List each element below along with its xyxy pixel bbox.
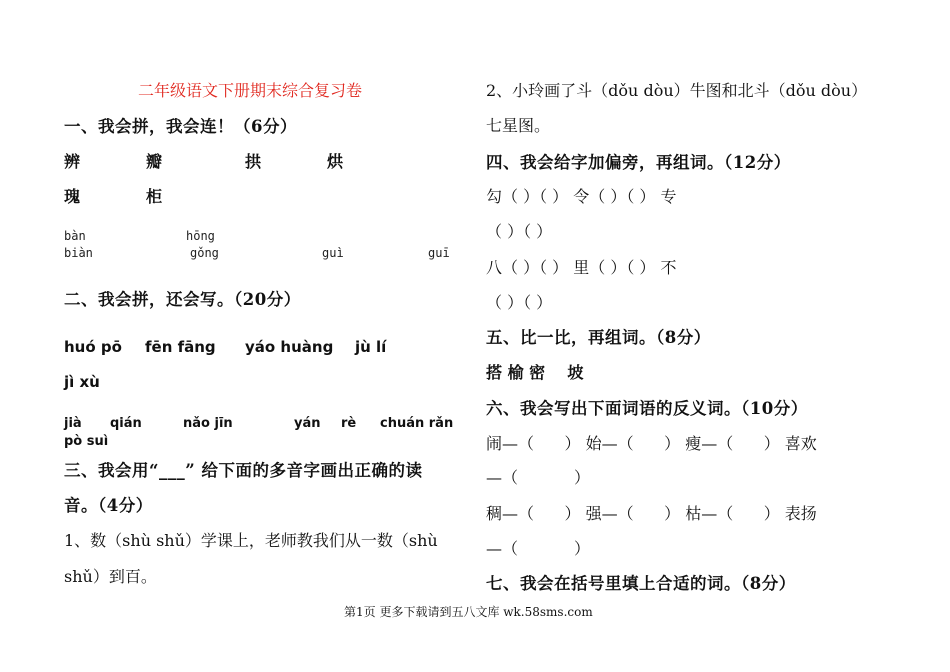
q2-pinyin-8: nǎo jīn [183,416,233,431]
q4-row4: （ ）（ ） [486,293,553,312]
q1-char-1: 辨 [64,152,81,171]
q4-heading: 四、我会给字加偏旁，再组词。（12分） [486,153,791,172]
q2-pinyin-4: jù lí [355,338,387,356]
q1-pinyin-2: hōng [186,229,215,243]
q2-pinyin-6: jià [64,416,82,431]
q3-heading-line1: 三、我会用“___” 给下面的多音字画出正确的读 [64,461,423,480]
q1-char-3: 拱 [245,152,262,171]
q4-row3: 八（ ）（ ） 里（ ）（ ） 不 [486,258,677,277]
q1-heading: 一、我会拼，我会连！（6分） [64,117,297,136]
q1-pinyin-5: guì [322,246,344,260]
q1-pinyin-1: bàn [64,229,86,243]
q2-pinyin-5: jì xù [64,373,100,391]
q3-item1-line2: shǔ）到百。 [64,567,157,586]
q1-char-6: 柜 [146,187,163,206]
q2-pinyin-9: yán [294,416,321,431]
q2-pinyin-2: fēn fāng [145,338,216,356]
q7-heading: 七、我会在括号里填上合适的词。（8分） [486,574,796,593]
q2-pinyin-7: qián [110,416,142,431]
q2-pinyin-3: yáo huàng [245,338,334,356]
q6-row2: —（ ） [486,468,590,487]
q6-heading: 六、我会写出下面词语的反义词。（10分） [486,399,808,418]
q1-char-2: 瓣 [146,152,163,171]
q2-pinyin-10: rè [341,416,357,431]
q6-row1: 闹—（ ） 始—（ ） 瘦—（ ） 喜欢 [486,434,817,453]
q1-char-4: 烘 [327,152,344,171]
q3-item1-line1: 1、数（shù shǔ）学课上，老师教我们从一数（shù [64,531,438,550]
q2-pinyin-12: pò suì [64,434,109,449]
q3-item2-line1: 2、小玲画了斗（dǒu dòu）牛图和北斗（dǒu dòu） [486,81,868,100]
q3-item2-line2: 七星图。 [486,116,551,135]
q1-char-5: 瑰 [64,187,81,206]
q6-row3: 稠—（ ） 强—（ ） 枯—（ ） 表扬 [486,504,817,523]
q5-heading: 五、比一比，再组词。（8分） [486,328,711,347]
q1-pinyin-6: guī [428,246,450,260]
q3-heading-line2: 音。（4分） [64,496,153,515]
q2-pinyin-1: huó pō [64,338,122,356]
q1-pinyin-4: gǒng [190,246,219,260]
q4-row2: （ ）（ ） [486,222,553,241]
q5-chars: 搭 榆 密 坡 [486,363,584,382]
q2-heading: 二、我会拼，还会写。（20分） [64,290,301,309]
q2-pinyin-11: chuán rǎn [380,416,454,431]
q6-row4: —（ ） [486,539,590,558]
page-footer: 第1页 更多下载请到五八文库 wk.58sms.com [344,605,593,619]
q1-pinyin-3: biàn [64,246,93,260]
page-title: 二年级语文下册期末综合复习卷 [138,81,363,100]
q4-row1: 勾（ ）（ ） 令（ ）（ ） 专 [486,187,677,206]
